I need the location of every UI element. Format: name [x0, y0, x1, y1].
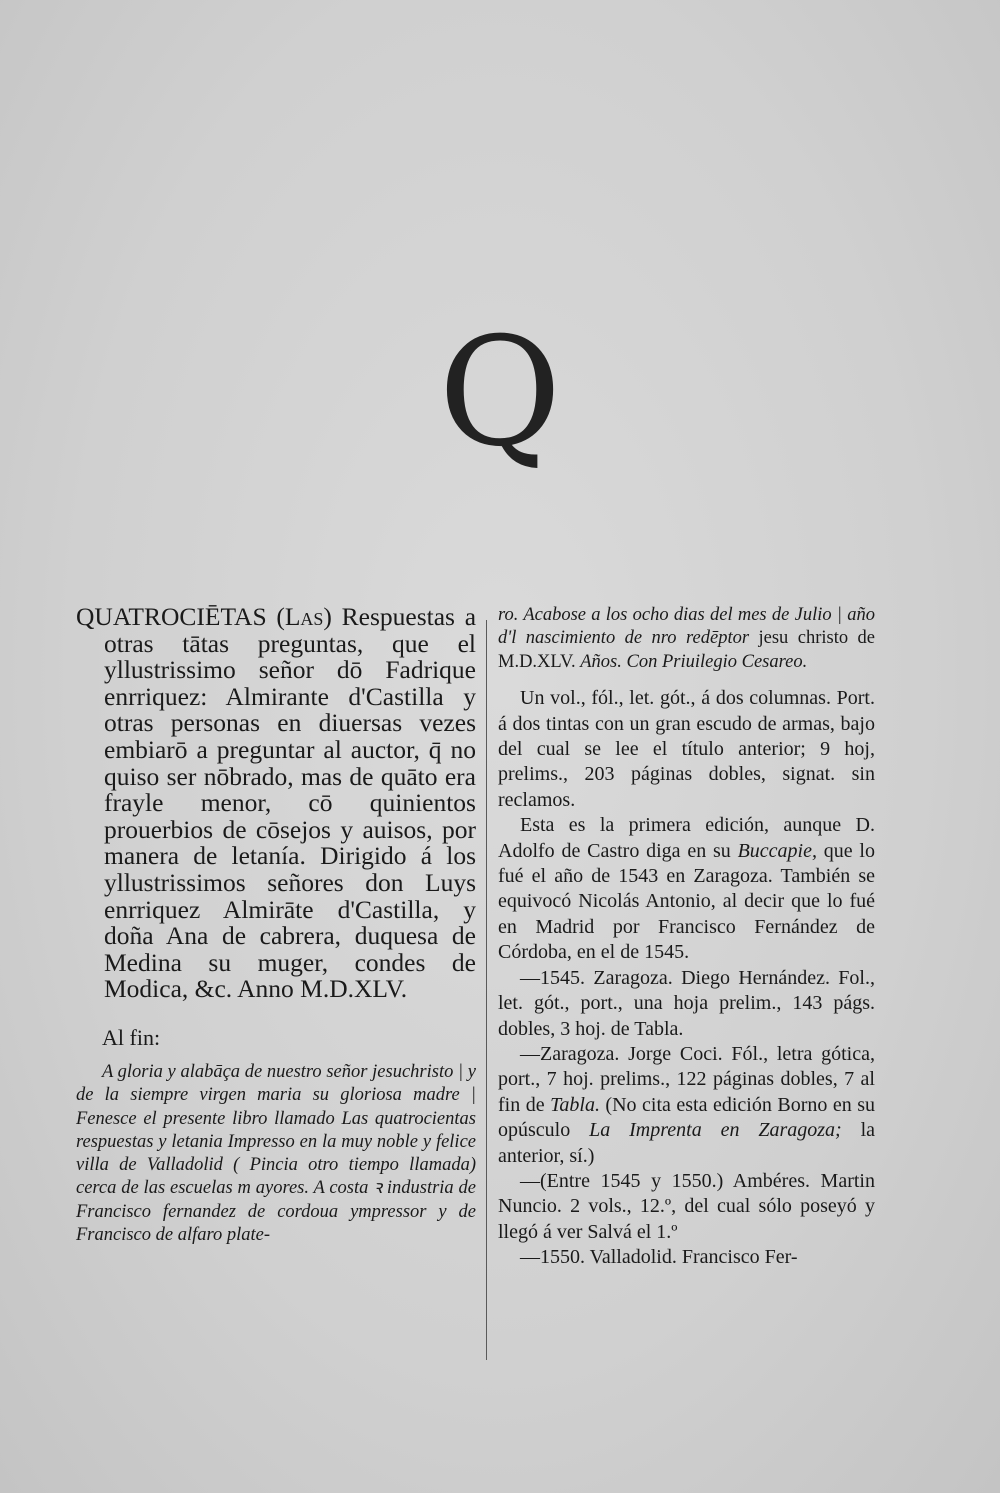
paragraph-first-edition-part-c: que lo fué el año de 1543 en Zaragoza. También se equivocó Nicolás Antonio, al decir que lo fué en Madrid por Francisco Fernández de Córdoba, en el de 1545.	[498, 839, 875, 964]
paragraph-amberes: —(Entre 1545 y 1550.) Ambéres. Martin Nuncio. 2 vols., 12.º, del cual sólo poseyó y llegó á ver Salvá el 1.º	[498, 1169, 875, 1243]
paragraph-zaragoza-coci	[498, 1042, 875, 1169]
section-initial-letter: Q	[438, 306, 562, 480]
paragraph-coci-tabla: Tabla.	[550, 1093, 600, 1116]
paragraph-first-edition-title: Buccapie,	[737, 839, 817, 862]
entry-headword: QUATROCIĒTAS	[76, 602, 267, 631]
colophon-right-part-2: jesu christo de M.D.XLV.	[498, 628, 875, 672]
entry-body: Respuestas a otras tātas preguntas, que el yllustrissimo señor dō Fadrique enrriquez: Almirante d'Castilla y otras personas en diuersas vezes embiarō a preguntar al auctor, q̄ no quiso ser nōbrado, mas de quāto era frayle menor, cō quinientos prouerbios de cōsejos y auisos, por manera de letanía. Dirigido á los yllustrissimos señores don Luys enrriquez Almirāte d'Castilla, y doña Ana de cabrera, duquesa de Medina su muger, condes de Modica, &c. Anno M.D.XLV.	[104, 602, 477, 1004]
bibliographic-entry	[76, 604, 476, 1003]
left-column	[76, 604, 476, 1247]
paragraph-first-edition-part-a: Esta es la primera edición, aunque D. Adolfo de Castro diga en su	[498, 814, 875, 862]
entry-headword-paren: (Las)	[276, 602, 332, 631]
paragraph-first-edition	[498, 813, 875, 965]
paragraph-coci-part-a: —Zaragoza. Jorge Coci. Fól., letra gótica, port., 7 hoj. prelims., 122 páginas dobles, 7 al fin de	[498, 1042, 875, 1116]
paragraph-1545-zaragoza: —1545. Zaragoza. Diego Hernández. Fol., let. gót., port., una hoja prelim., 143 págs. dobles, 3 hoj. de Tabla.	[498, 966, 875, 1040]
al-fin-label: Al fin:	[102, 1024, 161, 1050]
paragraph-description: Un vol., fól., let. gót., á dos columnas. Port. á dos tintas con un gran escudo de armas, bajo del cual se lee el título anterior; 9 hoj, prelims., 203 páginas dobles, signat. sin reclamos.	[498, 687, 875, 811]
paragraph-coci-part-e: la anterior, sí.)	[498, 1119, 876, 1167]
colophon-right-part-1: ro. Acabose a los ocho dias del mes de Julio | año d'l nascimiento de nro redēptor	[498, 605, 875, 649]
right-column	[498, 604, 875, 1271]
colophon-left: A gloria y alabāça de nuestro señor jesuchristo | y de la siempre virgen maria su gloriosa madre | Fenesce el presente libro llamado Las quatrocientas respuestas y letania Impresso en la muy noble y felice villa de Valladolid ( Pincia otro tiempo llamada) cerca de las escuelas m ayores. A costa ꝛ industria de Francisco fernandez de cordoua ympressor y de Francisco de alfaro plate-	[76, 1061, 476, 1245]
colophon-right-part-3: Años. Con Priuilegio Cesareo.	[580, 651, 808, 672]
paragraph-1550-valladolid: —1550. Valladolid. Francisco Fer-	[520, 1246, 798, 1269]
paragraph-coci-imprenta-title: La Imprenta en Zaragoza;	[589, 1119, 842, 1142]
colophon-continued	[498, 604, 875, 674]
column-divider	[486, 620, 487, 1360]
paragraph-coci-part-c: (No cita esta edición Borno en su opúsculo	[498, 1093, 876, 1142]
